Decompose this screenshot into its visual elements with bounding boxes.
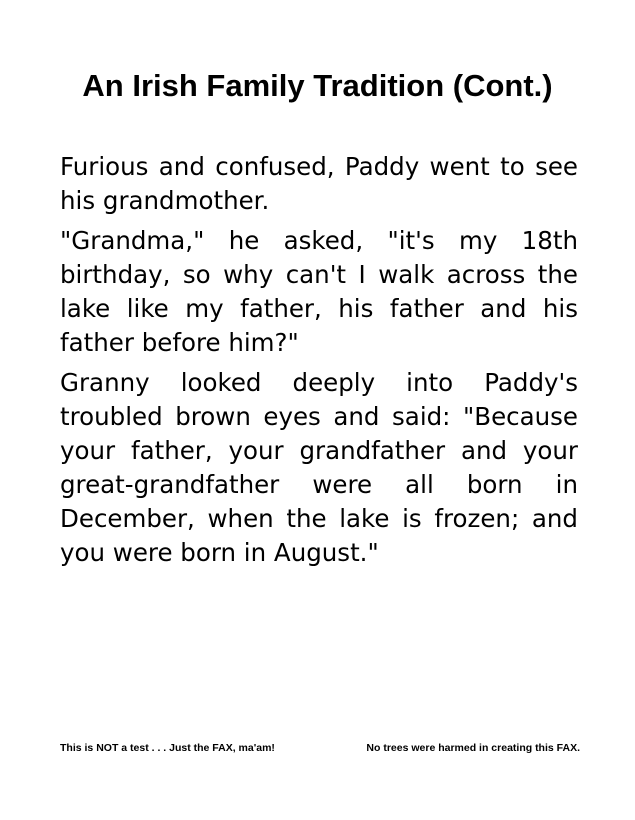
footer-left-prefix: This is bbox=[60, 742, 97, 754]
paragraph-1: Furious and confused, Paddy went to see his grandmother. bbox=[60, 152, 578, 215]
footer-left-emphasis: NOT bbox=[96, 742, 119, 754]
footer-left-suffix: a test . . . Just the FAX, ma'am! bbox=[118, 742, 275, 754]
footer-left-note bbox=[60, 741, 275, 755]
footer-right-note: No trees were harmed in creating this FAX. bbox=[366, 742, 580, 754]
story-body bbox=[60, 150, 578, 576]
page-title: An Irish Family Tradition (Cont.) bbox=[82, 68, 553, 103]
paragraph-2: "Grandma," he asked, "it's my 18th birthday, so why can't I walk across the lake like my father, his father and his father before him?" bbox=[60, 226, 578, 357]
paragraph-3: Granny looked deeply into Paddy's troubled brown eyes and said: "Because your father, your grandfather and your great-grandfather were all born in December, when the lake is frozen; and you were born in August." bbox=[60, 368, 578, 567]
